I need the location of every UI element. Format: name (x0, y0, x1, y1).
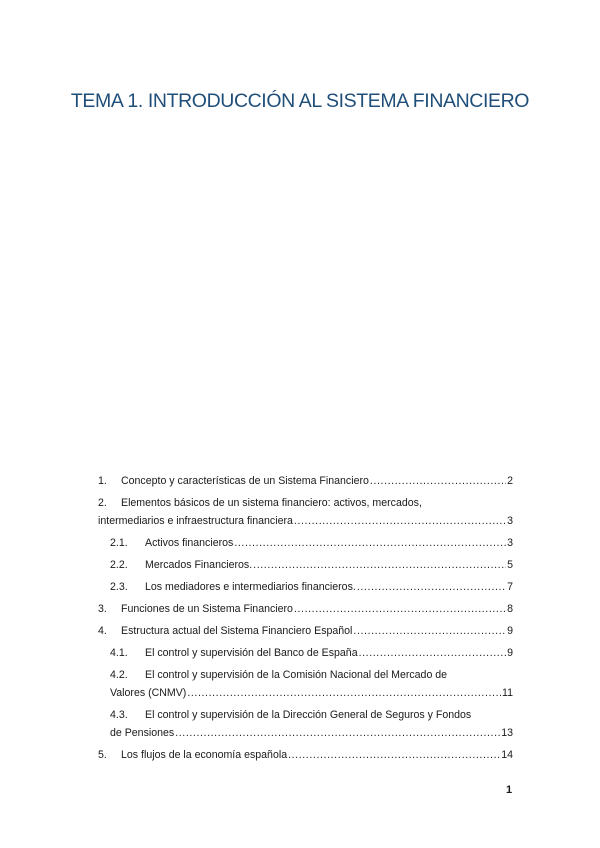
toc-page: 8 (507, 603, 513, 615)
toc-number: 4.1. (110, 647, 128, 659)
toc-entry-2-3[interactable] (98, 578, 513, 596)
toc-title: Estructura actual del Sistema Financiero Español (121, 625, 353, 637)
toc-entry-4-1[interactable] (98, 644, 513, 662)
toc-title: El control y supervisión de la Dirección General de Seguros y Fondos (145, 709, 472, 721)
toc-page: 14 (501, 749, 513, 761)
toc-page: 5 (507, 559, 513, 571)
toc-title: Los flujos de la economía española (121, 749, 288, 761)
table-of-contents (98, 472, 513, 768)
toc-title: Mercados Financieros. (145, 559, 253, 571)
toc-title: Activos financieros (145, 537, 234, 549)
toc-title: Los mediadores e intermediarios financieros. (145, 581, 356, 593)
toc-leader-dots (353, 622, 506, 640)
toc-number: 2.1. (110, 537, 128, 549)
toc-number: 2.2. (110, 559, 128, 571)
toc-number: 4.3. (110, 709, 128, 721)
toc-leader-dots (370, 472, 506, 490)
toc-leader-dots (253, 556, 506, 574)
toc-title: El control y supervisión de la Comisión Nacional del Mercado de (145, 669, 448, 681)
toc-title: Elementos básicos de un sistema financiero: activos, mercados, (121, 497, 422, 509)
toc-number: 2.3. (110, 581, 128, 593)
toc-entry-3[interactable] (98, 600, 513, 618)
toc-number: 1. (98, 475, 107, 487)
toc-entry-4-3[interactable] (98, 706, 513, 742)
toc-page: 2 (507, 475, 513, 487)
toc-leader-dots (359, 644, 507, 662)
toc-page: 11 (502, 687, 513, 699)
toc-leader-dots (288, 746, 500, 764)
toc-entry-4-2[interactable] (98, 666, 513, 702)
toc-entry-2-1[interactable] (98, 534, 513, 552)
toc-page: 3 (507, 515, 513, 527)
toc-leader-dots (294, 600, 506, 618)
toc-title: Funciones de un Sistema Financiero (121, 603, 293, 615)
toc-number: 2. (98, 497, 107, 509)
toc-page: 7 (507, 581, 513, 593)
toc-number: 5. (98, 749, 107, 761)
toc-page: 13 (501, 727, 513, 739)
toc-leader-dots (294, 512, 506, 530)
toc-entry-5[interactable] (98, 746, 513, 764)
toc-title-continued: de Pensiones (110, 727, 175, 739)
toc-number: 4.2. (110, 669, 128, 681)
toc-leader-dots (234, 534, 506, 552)
toc-entry-4[interactable] (98, 622, 513, 640)
toc-page: 9 (507, 625, 513, 637)
toc-page: 9 (507, 647, 513, 659)
toc-title-continued: intermediarios e infraestructura financiera (98, 515, 293, 527)
toc-page: 3 (507, 537, 513, 549)
toc-entry-1[interactable] (98, 472, 513, 490)
toc-leader-dots (175, 724, 500, 742)
document-title: TEMA 1. INTRODUCCIÓN AL SISTEMA FINANCIERO (70, 90, 530, 112)
toc-title: El control y supervisión del Banco de España (145, 647, 358, 659)
toc-title-continued: Valores (CNMV) (110, 687, 187, 699)
toc-title: Concepto y características de un Sistema Financiero (121, 475, 369, 487)
toc-leader-dots (357, 578, 506, 596)
toc-number: 3. (98, 603, 107, 615)
toc-entry-2-2[interactable] (98, 556, 513, 574)
toc-leader-dots (187, 684, 501, 702)
page-number: 1 (506, 784, 513, 796)
toc-entry-2[interactable] (98, 494, 513, 530)
toc-number: 4. (98, 625, 107, 637)
